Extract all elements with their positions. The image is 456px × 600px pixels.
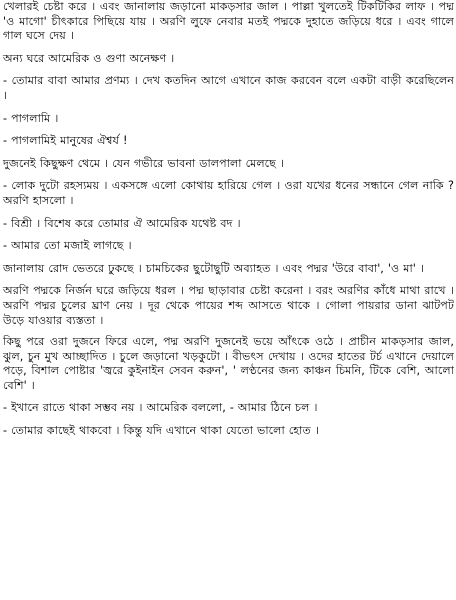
paragraph-other-room: অন্য ঘরে আমেরিক ও গুণা অনেক্ষণ । [3, 51, 175, 65]
paragraph-intro: খেলারই চেষ্টা করে । এবং জানালায় জড়ানো মাকড়সার জাল । পাল্লা খুলতেই টিকটিকির লাফ । পদ্ম 'ও মাগো' চীৎকারে পিছিয়ে যায় । অরণি লুফে নেবার মতই পদ্মকে দুহাতে জড়িয়ে ধরে । এবং গালে গাল ঘসে দেয় । [3, 0, 454, 43]
dialogue-line: - পাগলামিই মানুষের ঐশ্বর্য ! [3, 134, 128, 148]
dialogue-line: - তোমার কাছেই থাকবো । কিন্তু যদি এখানে থাকা যেতো ভালো হোত । [3, 424, 319, 438]
dialogue-line: - ইখানে রাতে থাকা সম্ভব নয় । আমেরিক বললো, - আমার ঠিনে চল । [3, 401, 318, 415]
dialogue-line: - তোমার বাবা আমার প্রণম্য । দেখ কতদিন আগে এখানে কাজ করবেন বলে একটা বাড়ী করেছিলেন । [3, 74, 454, 102]
paragraph-pause: দুজনেই কিছুক্ষণ থেমে । যেন গভীরে ভাবনা ডালপালা মেলছে । [3, 156, 285, 170]
dialogue-line: - আমার তো মজাই লাগছে । [3, 239, 132, 253]
dialogue-line: - পাগলামি । [3, 111, 59, 125]
paragraph-window-sun: জানালায় রোদ ভেতরে ঢুকছে । চামচিকের ছুটোছুটি অব্যাহত । এবং পদ্মর 'উরে বাবা', 'ও মা' । [3, 261, 424, 275]
dialogue-line: - বিশ্রী । বিশেষ করে তোমার ঐ আমেরিক যথেষ্ট বদ । [3, 216, 241, 230]
dialogue-line: - লোক দুটো রহস্যময় । একসঙ্গে এলো কোথায় হারিয়ে গেল । ওরা যখের ধনের সন্ধানে গেল নাকি ? অরণি হাসলো । [3, 179, 454, 207]
paragraph-embrace: অরণি পদ্মকে নির্জন ঘরে জড়িয়ে ধরল । পদ্ম ছাড়াবার চেষ্টা করেনা । বরং অরণির কাঁধে মাথা রাখে । অরণি পদ্মর চুলের ঘ্রাণ নেয় । দূর থেকে পায়ের শব্দ আসতে থাকে । গোলা পায়রার ডানা ঝাটপট উড়ে যাওয়ার ব্যস্ততা । [3, 284, 454, 327]
paragraph-return: কিছু পরে ওরা দুজনে ফিরে এলে, পদ্ম অরণি দুজনেই ভয়ে আঁৎকে ওঠে । প্রাচীন মাকড়সার জাল, ঝুল, চুন মুখ আচ্ছাদিত । চুলে জড়ানো খড়কুটো । বীভৎস দেখায় । ওদের হাতের টর্চ এখানে দেয়ালে পড়ে, বিশাল পোষ্টার 'জ্বরে কুইনাইন সেবন করুন', ' লণ্ঠনের জন্য কাঞ্চন চিমনি, টিকে বেশি, আলো বেশি' । [3, 335, 454, 392]
